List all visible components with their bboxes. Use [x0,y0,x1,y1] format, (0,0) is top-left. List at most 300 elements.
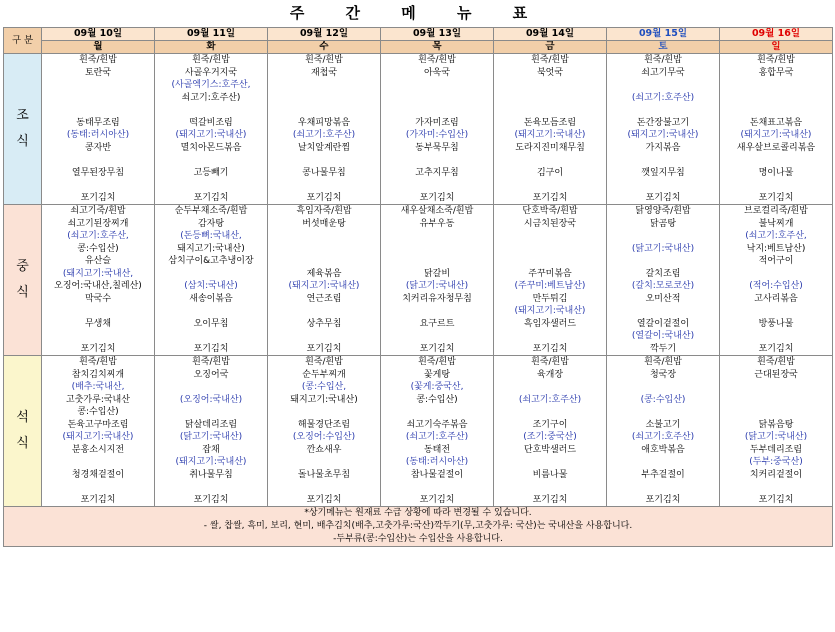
menu-spacer [720,154,832,167]
menu-item: 닭볶음탕 [758,419,794,430]
origin-label: (조기:중국산) [523,432,577,442]
menu-cell [155,54,268,205]
menu-item: 불낙찌개 [758,218,794,229]
menu-spacer [381,406,493,419]
menu-spacer [381,481,493,494]
origin-label: (적어:수입산) [749,281,803,291]
origin-label: (닭고기:국내산) [405,281,469,291]
menu-spacer [720,305,832,318]
menu-spacer [494,481,606,494]
menu-item: 열갈이겉절이 [636,318,690,329]
menu-item: 돼지고기:국내산) [290,394,358,405]
menu-spacer [607,381,719,394]
meal-label-char: 식 [16,285,29,300]
menu-item: 흰죽/흰밥 [531,357,569,367]
menu-item: 콩나물무침 [302,167,346,178]
weekday-header: 화 [155,41,268,54]
menu-spacer [494,92,606,105]
menu-spacer [42,456,154,469]
menu-item: 닭갈비 [423,268,451,279]
origin-label: (콩:수입산, [301,382,347,392]
menu-spacer [268,104,380,117]
menu-item: 방풍나물 [758,318,794,329]
menu-item: 단호박죽/흰밥 [522,206,578,216]
origin-label: (삼치:국내산) [184,281,238,291]
menu-spacer [494,79,606,92]
menu-item: 깻잎지무침 [641,167,685,178]
origin-label: (돼지고기:국내산) [62,432,134,442]
menu-spacer [720,79,832,92]
menu-item: 포기김치 [306,494,342,505]
menu-item: 동태무조림 [76,117,120,128]
weekly-menu-table [3,27,833,547]
menu-spacer [494,406,606,419]
menu-spacer [607,406,719,419]
origin-label: (쇠고기:호주산, [67,231,129,241]
menu-item: 포기김치 [419,343,455,354]
menu-spacer [607,305,719,318]
origin-label: (돈등뼈:국내산, [180,231,242,241]
menu-spacer [720,394,832,407]
meal-label-breakfast [4,54,42,205]
date-header: 09월 10일 [42,28,155,41]
menu-cell [42,205,155,356]
menu-item: 근대된장국 [754,369,798,380]
origin-label: (돼지고기:국내산) [514,130,586,140]
menu-cell [607,356,720,507]
menu-item: 떡갈비조림 [189,117,233,128]
menu-spacer [42,154,154,167]
origin-label: (갈치:모로코산) [631,281,695,291]
menu-item: 참치김치찌개 [71,369,125,380]
menu-item: 닭곰탕 [649,218,677,229]
menu-item: 감자탕 [197,218,225,229]
menu-item: 흰죽/흰밥 [305,357,343,367]
origin-label: (돼지고기:국내산) [740,130,812,140]
menu-item: 포기김치 [193,192,229,203]
menu-item: 멸치아몬드볶음 [180,142,242,153]
notes-box [4,507,833,547]
menu-spacer [268,406,380,419]
menu-cell [268,356,381,507]
menu-cell [494,356,607,507]
menu-item: 갈치조림 [645,268,681,279]
menu-item: 해물경단조림 [297,419,351,430]
menu-item: 명이나물 [758,167,794,178]
menu-item: 가지볶음 [645,142,681,153]
menu-item: 닭영양죽/흰밥 [635,206,691,216]
menu-item: 포기김치 [532,343,568,354]
menu-item: 오이무침 [193,318,229,329]
menu-item: 비름나물 [532,469,568,480]
menu-item: 포기김치 [758,192,794,203]
menu-item: 유산슬 [84,256,112,266]
menu-item: 포기김치 [645,192,681,203]
menu-cell [494,54,607,205]
menu-item: 취나물무침 [189,469,233,480]
meal-label-char: 석 [16,410,29,425]
origin-label: (쇠고기:호주산) [405,432,469,442]
menu-spacer [155,179,267,192]
menu-item: 쇠고기된장찌개 [67,218,129,229]
origin-label: (닭고기:국내산) [179,432,243,442]
menu-item: 아욱국 [423,67,451,78]
menu-item: 청국장 [649,369,677,380]
menu-cell [42,356,155,507]
origin-label: (쇠고기:호주산) [292,130,356,140]
menu-item: 고사리볶음 [754,293,798,304]
menu-spacer [268,79,380,92]
menu-item: 홍합무국 [758,67,794,78]
menu-spacer [381,154,493,167]
origin-label: (콩:수입산) [640,394,686,405]
menu-item: 흑임자샐러드 [523,318,577,329]
menu-item: 유부우동 [419,218,455,229]
menu-spacer [381,104,493,117]
menu-item: 흰죽/흰밥 [192,357,230,367]
menu-spacer [268,255,380,268]
menu-spacer [268,330,380,343]
menu-item: 콩:수입산) [77,243,119,254]
menu-spacer [155,305,267,318]
origin-label: (사골엑기스:호주산, [171,80,251,90]
menu-spacer [155,381,267,394]
menu-item: 포기김치 [306,343,342,354]
menu-item: 포기김치 [306,192,342,203]
menu-item: 흰죽/흰밥 [192,55,230,65]
menu-item: 분홍소시지전 [71,444,125,455]
menu-item: 북엇국 [536,67,564,78]
meal-label-dinner [4,356,42,507]
menu-item: 흰죽/흰밥 [644,55,682,65]
menu-spacer [268,243,380,256]
breakfast-row [4,54,833,205]
menu-item: 시금치된장국 [523,218,577,229]
menu-item: 제육볶음 [306,268,342,279]
origin-label: (돼지고기:국내산) [175,457,247,467]
menu-item: 부추겉절이 [641,469,685,480]
dinner-row [4,356,833,507]
menu-spacer [494,381,606,394]
menu-item: 단호박샐러드 [523,444,577,455]
menu-item: 고등빼기 [193,167,229,178]
menu-item: 깍두기 [649,343,677,354]
date-header: 09월 12일 [268,28,381,41]
origin-label: (동태:러시아산) [405,457,469,467]
menu-spacer [42,481,154,494]
menu-item: 닭살데리조림 [184,419,238,430]
origin-label: (쇠고기:호주산) [518,394,582,405]
menu-spacer [720,179,832,192]
menu-cell [494,205,607,356]
menu-spacer [268,481,380,494]
menu-spacer [381,305,493,318]
menu-item: 가자미조림 [415,117,459,128]
menu-item: 오징어국 [193,369,229,380]
menu-item: 포기김치 [645,494,681,505]
menu-item: 돼지고기:국내산) [177,243,245,254]
menu-spacer [42,104,154,117]
menu-spacer [155,154,267,167]
origin-label: (가자미:수입산) [405,130,469,140]
origin-label: (돼지고기:국내산) [627,130,699,140]
menu-item: 적어구이 [758,256,794,266]
menu-spacer [720,330,832,343]
menu-item: 새우살브로콜리볶음 [736,142,816,153]
menu-item: 깐쇼새우 [306,444,342,455]
menu-item: 조기구이 [532,419,568,430]
menu-item: 날치알계란찜 [297,142,351,153]
menu-spacer [494,456,606,469]
menu-item: 포기김치 [532,192,568,203]
menu-item: 포기김치 [419,494,455,505]
menu-item: 쇠고기:호주산) [181,92,241,103]
menu-cell [381,54,494,205]
origin-label: (쇠고기:호주산) [631,432,695,442]
menu-item: 쇠고기무국 [641,67,685,78]
menu-item: 돌나물초무침 [297,469,351,480]
menu-spacer [155,481,267,494]
menu-spacer [155,330,267,343]
menu-spacer [268,154,380,167]
menu-item: 흰죽/흰밥 [79,357,117,367]
menu-spacer [720,92,832,105]
menu-item: 잡채 [202,444,220,455]
menu-item: 콩:수입산) [416,394,458,405]
menu-spacer [607,481,719,494]
date-header: 09월 14일 [494,28,607,41]
menu-cell [720,54,833,205]
menu-spacer [268,92,380,105]
meal-label-lunch [4,205,42,356]
origin-label: (돼지고기:국내산) [175,130,247,140]
menu-spacer [494,330,606,343]
menu-item: 포기김치 [80,343,116,354]
menu-spacer [42,79,154,92]
menu-spacer [607,255,719,268]
menu-item: 참나물겉절이 [410,469,464,480]
menu-item: 흰죽/흰밥 [644,357,682,367]
menu-item: 오징어:국내산,칠레산) [54,281,142,291]
date-header: 09월 11일 [155,28,268,41]
menu-cell [720,205,833,356]
menu-item: 삼치구이&고추냉이장 [168,256,254,266]
menu-item: 무생채 [84,318,112,329]
menu-item: 도라지진미채무침 [515,142,585,153]
menu-spacer [494,104,606,117]
menu-spacer [494,255,606,268]
origin-label: (돼지고기:국내산) [514,306,586,316]
menu-spacer [494,154,606,167]
menu-cell [155,205,268,356]
menu-item: 포기김치 [758,494,794,505]
menu-item: 고추지무침 [415,167,459,178]
menu-item: 동부묵무침 [415,142,459,153]
menu-item: 브로컬리죽/흰밥 [744,206,808,216]
date-header: 09월 15일 [607,28,720,41]
menu-cell [607,205,720,356]
menu-item: 주꾸미볶음 [528,268,572,279]
menu-item: 흰죽/흰밥 [418,55,456,65]
menu-item: 콩자반 [84,142,112,153]
menu-item: 흰죽/흰밥 [531,55,569,65]
menu-spacer [42,305,154,318]
menu-spacer [720,406,832,419]
menu-spacer [381,230,493,243]
menu-item: 순두부채소죽/흰밥 [174,206,248,216]
menu-item: 새우살채소죽/흰밥 [400,206,474,216]
date-header: 09월 13일 [381,28,494,41]
menu-cell [720,356,833,507]
menu-spacer [494,243,606,256]
menu-item: 두부데리조림 [749,444,803,455]
menu-spacer [381,179,493,192]
notes-row [4,507,833,547]
menu-spacer [607,79,719,92]
menu-spacer [381,255,493,268]
menu-item: 사골우거지국 [184,67,238,78]
weekday-header: 월 [42,41,155,54]
menu-item: 돈육모듬조림 [523,117,577,128]
menu-spacer [381,243,493,256]
menu-cell [381,205,494,356]
menu-item: 막국수 [84,293,112,304]
weekday-header: 목 [381,41,494,54]
weekday-header: 수 [268,41,381,54]
menu-item: 순두부찌개 [302,369,346,380]
menu-item: 만두튀김 [532,293,568,304]
menu-item: 애호박볶음 [641,444,685,455]
note-line: - 쌀, 찹쌀, 흑미, 보리, 현미, 배추김치(배추,고춧가루:국산)깍두기(무,고춧가루: 국산)는 국내산을 사용합니다. [203,521,633,531]
menu-item: 돈육고구마조림 [67,419,129,430]
menu-spacer [381,330,493,343]
menu-cell [42,54,155,205]
menu-spacer [268,230,380,243]
menu-item: 김구이 [536,167,564,178]
menu-item: 쇠고기숙주볶음 [406,419,468,430]
menu-spacer [720,381,832,394]
origin-label: (닭고기:국내산) [744,432,808,442]
origin-label: (동태:러시아산) [66,130,130,140]
menu-spacer [155,268,267,281]
menu-item: 새송이볶음 [189,293,233,304]
menu-item: 연근조림 [306,293,342,304]
weekday-header: 금 [494,41,607,54]
menu-spacer [607,456,719,469]
weekday-header: 일 [720,41,833,54]
menu-item: 포기김치 [532,494,568,505]
meal-label-char: 조 [16,108,29,123]
menu-spacer [268,456,380,469]
menu-item: 청경채겉절이 [71,469,125,480]
date-row [4,28,833,41]
menu-cell [268,205,381,356]
menu-item: 토란국 [84,67,112,78]
menu-item: 낙지:베트남산) [746,243,806,254]
menu-item: 버섯매운탕 [302,218,346,229]
lunch-row [4,205,833,356]
menu-item: 흑임자죽/흰밥 [296,206,352,216]
category-header: 구 분 [4,28,42,54]
meal-label-char: 식 [16,134,29,149]
origin-label: (주꾸미:베트남산) [514,281,586,291]
menu-item: 흰죽/흰밥 [79,55,117,65]
menu-item: 포기김치 [80,192,116,203]
note-line: *상기메뉴는 원재료 수급 상황에 따라 변경될 수 있습니다. [304,508,532,518]
menu-item: 우채피망볶음 [297,117,351,128]
menu-item: 포기김치 [193,343,229,354]
menu-item: 돈채표고볶음 [749,117,803,128]
menu-item: 포기김치 [193,494,229,505]
menu-spacer [607,104,719,117]
menu-item: 흰죽/흰밥 [418,357,456,367]
menu-spacer [607,154,719,167]
origin-label: (돼지고기:국내산) [288,281,360,291]
menu-item: 치커리유자청무침 [402,293,472,304]
menu-spacer [720,104,832,117]
menu-spacer [720,481,832,494]
menu-item: 흰죽/흰밥 [305,55,343,65]
menu-spacer [381,79,493,92]
menu-spacer [381,92,493,105]
menu-item: 오미산적 [645,293,681,304]
menu-cell [268,54,381,205]
menu-spacer [268,305,380,318]
menu-item: 포기김치 [80,494,116,505]
menu-cell [381,356,494,507]
note-line: -두부류(콩:수입산)는 수입산을 사용합니다. [333,534,503,544]
origin-label: (열갈이:국내산) [631,331,695,341]
menu-spacer [42,179,154,192]
menu-item: 재첩국 [310,67,338,78]
meal-label-char: 식 [16,436,29,451]
origin-label: (닭고기:국내산) [631,243,695,254]
menu-item: 육개장 [536,369,564,380]
origin-label: (두부:중국산) [749,457,803,467]
menu-spacer [42,330,154,343]
menu-spacer [155,406,267,419]
menu-item: 상추무침 [306,318,342,329]
menu-spacer [607,230,719,243]
menu-spacer [155,104,267,117]
menu-spacer [720,268,832,281]
weekday-header: 토 [607,41,720,54]
origin-label: (오징어:국내산) [179,394,243,405]
menu-cell [155,356,268,507]
origin-label: (쇠고기:호주산, [745,231,807,241]
menu-item: 쇠고기죽/흰밥 [70,206,126,216]
origin-label: (배추:국내산, [71,382,125,392]
menu-item: 치커리겉절이 [749,469,803,480]
menu-spacer [607,179,719,192]
menu-item: 동태전 [423,444,451,455]
menu-spacer [494,230,606,243]
menu-item: 흰죽/흰밥 [757,55,795,65]
menu-cell [607,54,720,205]
origin-label: (꽃게:중국산, [410,382,464,392]
page-title: 주 간 메 뉴 표 [289,4,546,22]
menu-item: 고춧가루:국내산 [66,394,130,405]
date-header: 09월 16일 [720,28,833,41]
menu-item: 흰죽/흰밥 [757,357,795,367]
origin-label: (오징어:수입산) [292,432,356,442]
menu-spacer [268,179,380,192]
menu-item: 콩:수입산) [77,407,119,417]
origin-label: (쇠고기:호주산) [631,92,695,103]
weekday-row [4,41,833,54]
menu-spacer [494,179,606,192]
menu-item: 포기김치 [419,192,455,203]
